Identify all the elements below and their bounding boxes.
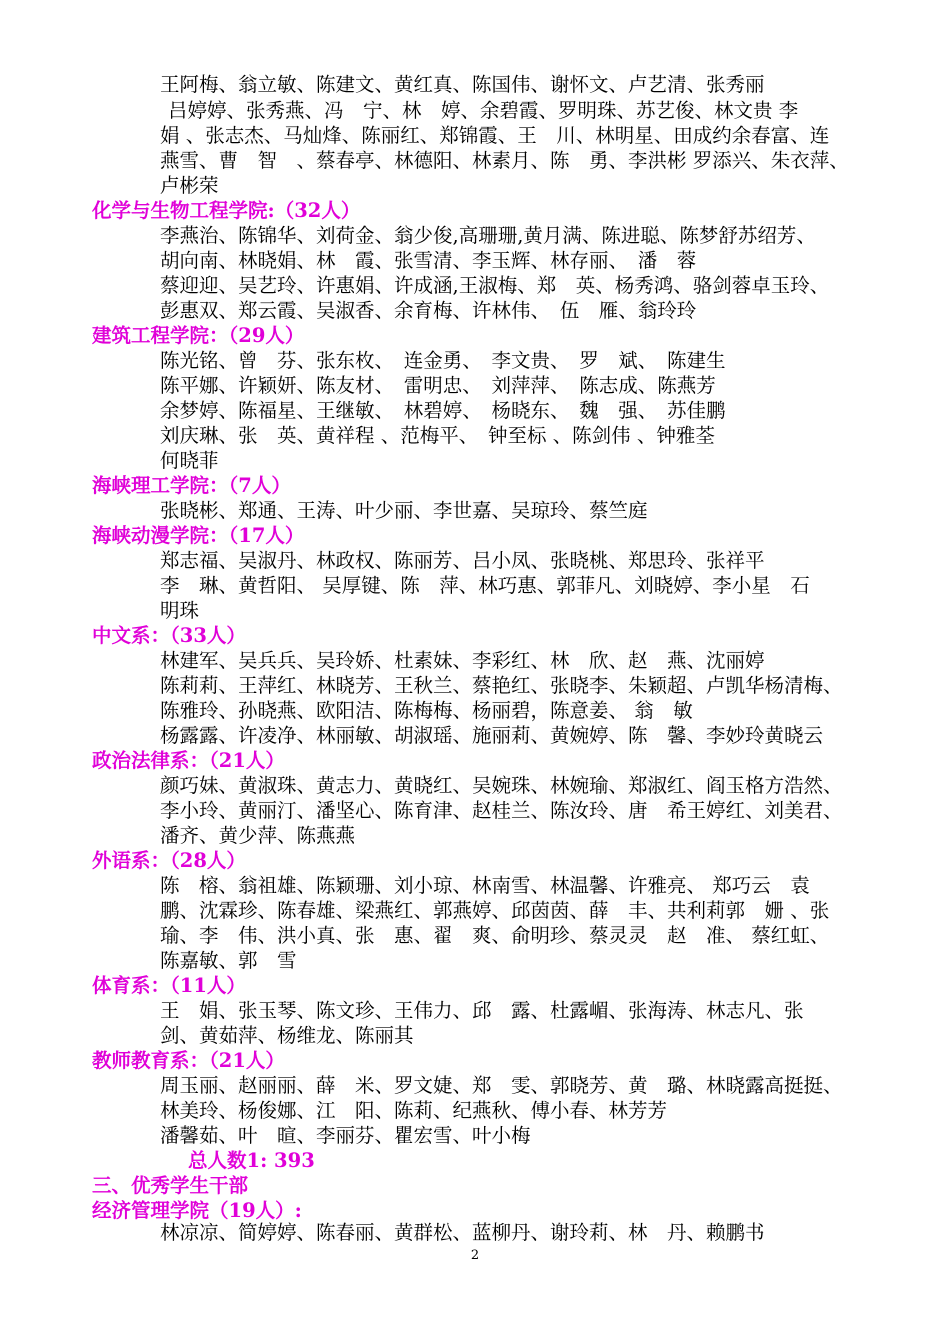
text-line: 林凉凉、简婷婷、陈春丽、黄群松、蓝柳丹、谢玲莉、林 丹、赖鹏书 <box>160 1221 765 1244</box>
text-line: 胡向南、林晓娟、林 霞、张雪清、李玉辉、林存丽、 潘 蓉 <box>160 249 697 272</box>
text-line: 王阿梅、翁立敏、陈建文、黄红真、陈国伟、谢怀文、卢艺清、张秀丽 <box>160 73 765 96</box>
text-line: 林建军、吴兵兵、吴玲娇、杜素妹、李彩红、林 欣、赵 燕、沈丽婷 <box>160 649 765 672</box>
text-line: 潘齐、黄少萍、陈燕燕 <box>160 824 356 847</box>
page-number: 2 <box>470 1248 480 1263</box>
text-line: 林美玲、杨俊娜、江 阳、陈莉、纪燕秋、傅小春、林芳芳 <box>160 1099 668 1122</box>
text-line: 燕雪、曹 智 、蔡春亭、林德阳、林素月、陈 勇、李洪彬 罗添兴、朱衣萍、 <box>160 149 849 172</box>
text-line: 娟 、张志杰、马灿烽、陈丽红、郑锦霞、王 川、林明星、田成约余春富、连 <box>160 124 830 147</box>
total-count: 总人数1: 393 <box>188 1149 315 1172</box>
section-heading: 政治法律系：（21人） <box>92 749 285 772</box>
section-heading: 建筑工程学院：（29人） <box>92 324 305 347</box>
text-line: 李燕治、陈锦华、刘荷金、翁少俊,高珊珊,黄月满、陈进聪、陈梦舒苏绍芳、 <box>160 224 816 247</box>
section-heading: 海峡动漫学院：（17人） <box>92 524 305 547</box>
text-line: 何晓菲 <box>160 449 219 472</box>
text-line: 杨露露、许凌净、林丽敏、胡淑瑶、施丽莉、黄婉婷、陈 馨、李妙玲黄晓云 <box>160 724 824 747</box>
text-line: 剑、黄茹萍、杨维龙、陈丽其 <box>160 1024 414 1047</box>
section-heading: 化学与生物工程学院:（32人） <box>92 199 361 222</box>
text-line: 陈嘉敏、郭 雪 <box>160 949 297 972</box>
text-line: 陈雅玲、孙晓燕、欧阳洁、陈梅梅、杨丽碧，陈意姜、 翁 敏 <box>160 699 693 722</box>
section-heading: 经济管理学院（19人）: <box>92 1199 302 1222</box>
text-line: 明珠 <box>160 599 200 622</box>
text-line: 李 琳、黄哲阳、 吴厚键、陈 萍、林巧惠、郭菲凡、刘晓婷、李小星 石 <box>160 574 810 597</box>
text-line: 瑜、李 伟、洪小真、张 惠、翟 爽、俞明珍、蔡灵灵 赵 准、 蔡红虹、 <box>160 924 830 947</box>
text-line: 蔡迎迎、吴艺玲、许惠娟、许成涵,王淑梅、郑 英、杨秀鸿、骆剑蓉卓玉玲、 <box>160 274 830 297</box>
text-line: 卢彬荣 <box>160 174 219 197</box>
section-heading: 三、优秀学生干部 <box>92 1174 249 1197</box>
section-heading: 中文系：（33人） <box>92 624 246 647</box>
text-line: 余梦婷、陈福星、王继敏、 林碧婷、 杨晓东、 魏 强、 苏佳鹏 <box>160 399 726 422</box>
text-line: 彭惠双、郑云霞、吴淑香、余育梅、许林伟、 伍 雁、翁玲玲 <box>160 299 697 322</box>
section-heading: 海峡理工学院：（7人） <box>92 474 291 497</box>
text-line: 陈 榕、翁祖雄、陈颖珊、刘小琼、林南雪、林温馨、许雅亮、 郑巧云 袁 <box>160 874 810 897</box>
text-line: 颜巧妹、黄淑珠、黄志力、黄晓红、吴婉珠、林婉瑜、郑淑红、阎玉格方浩然、 <box>160 774 843 797</box>
section-heading: 外语系：（28人） <box>92 849 246 872</box>
text-line: 李小玲、黄丽汀、潘坚心、陈育津、赵桂兰、陈汝玲、唐 希王婷红、刘美君、 <box>160 799 843 822</box>
text-line: 吕婷婷、张秀燕、冯 宁、林 婷、余碧霞、罗明珠、苏艺俊、林文贵 李 <box>168 99 799 122</box>
text-line: 潘馨茹、叶 暄、李丽芬、瞿宏雪、叶小梅 <box>160 1124 531 1147</box>
text-line: 鹏、沈霖珍、陈春雄、梁燕红、郭燕婷、邱茵茵、薛 丰、共利莉郭 姗 、张 <box>160 899 830 922</box>
section-heading: 体育系：（11人） <box>92 974 246 997</box>
text-line: 张晓彬、郑通、王涛、叶少丽、李世嘉、吴琼玲、蔡竺庭 <box>160 499 648 522</box>
text-line: 陈平娜、许颖妍、陈友材、 雷明忠、 刘萍萍、 陈志成、陈燕芳 <box>160 374 716 397</box>
text-line: 郑志福、吴淑丹、林政权、陈丽芳、吕小凤、张晓桃、郑思玲、张祥平 <box>160 549 765 572</box>
text-line: 陈光铭、曾 芬、张东枚、 连金勇、 李文贵、 罗 斌、 陈建生 <box>160 349 726 372</box>
section-heading: 教师教育系：（21人） <box>92 1049 285 1072</box>
text-line: 周玉丽、赵丽丽、薛 米、罗文婕、郑 雯、郭晓芳、黄 璐、林晓露高挺挺、 <box>160 1074 843 1097</box>
text-line: 刘庆琳、张 英、黄祥程 、范梅平、 钟至标 、陈剑伟 、钟雅荃 <box>160 424 715 447</box>
text-line: 陈莉莉、王萍红、林晓芳、王秋兰、蔡艳红、张晓李、朱颖超、卢凯华杨清梅、 <box>160 674 843 697</box>
text-line: 王 娟、张玉琴、陈文珍、王伟力、邱 露、杜露嵋、张海涛、林志凡、张 <box>160 999 804 1022</box>
